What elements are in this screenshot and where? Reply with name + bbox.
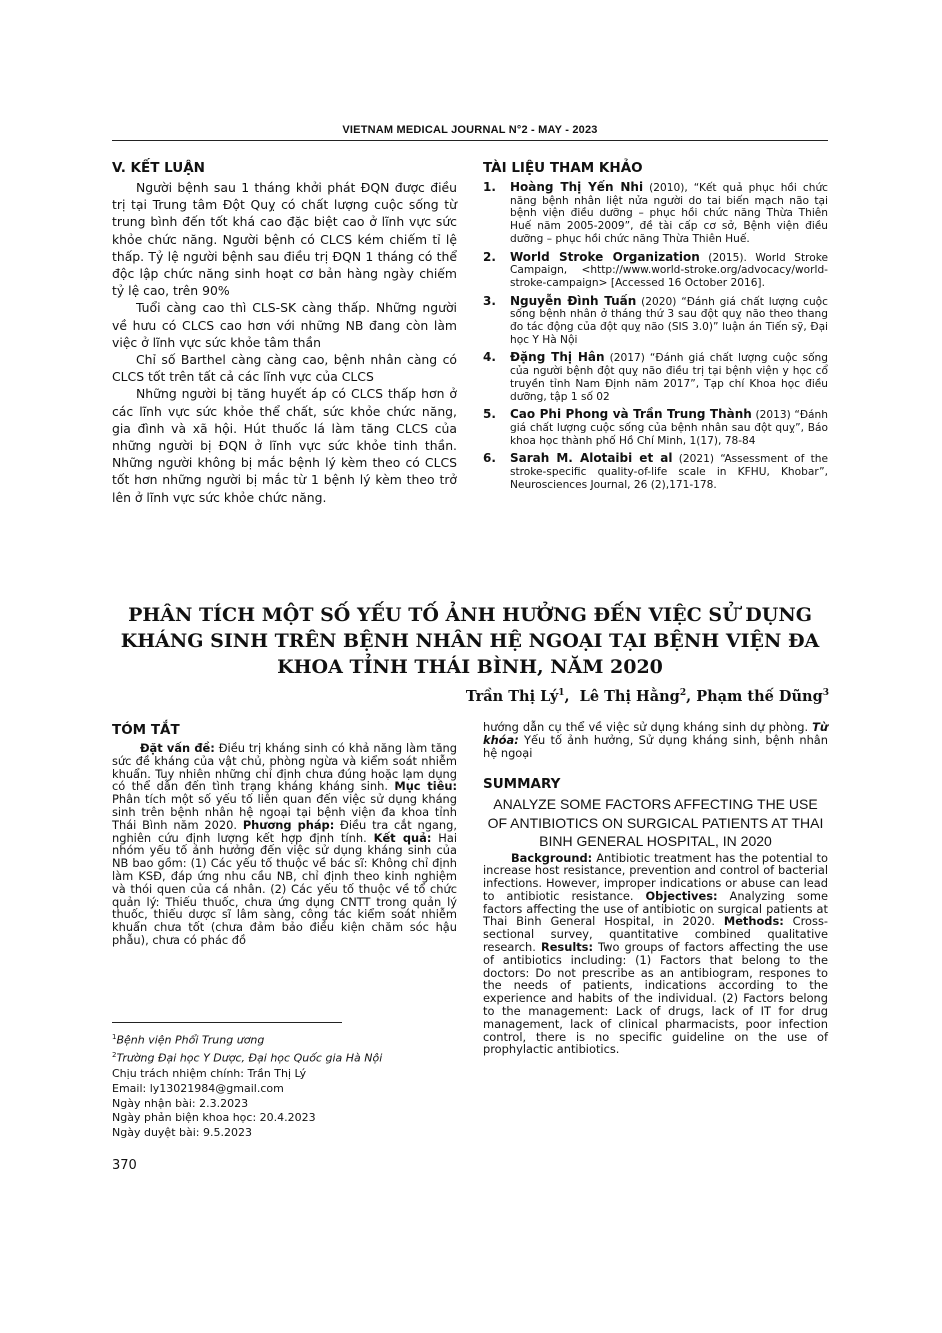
abstract-continuation — [483, 721, 828, 759]
summary-heading: SUMMARY — [483, 776, 561, 792]
email: Email: ly13021984@gmail.com — [112, 1081, 284, 1095]
author-affiliation-mark: 1 — [558, 688, 565, 699]
author-name: Trần Thị Lý — [465, 688, 559, 705]
corresponding-author: Chịu trách nhiệm chính: Trần Thị Lý — [112, 1066, 307, 1080]
conclusion-paragraph: Người bệnh sau 1 tháng khởi phát ĐQN được điều trị tại Trung tâm Đột Quỵ có chất lượng cuộc sống từ trung bình đến tốt khá cao đặc biệt cao ở lĩnh vực sức khỏe chức năng. Người bệnh có CLCS kém chiếm tỉ lệ thấp. Tỷ lệ người bệnh sau điều trị ĐQN 1 tháng có thể độc lập chức năng sinh hoạt cơ bản hàng ngày chiếm tỷ lệ cao, trên 90% — [112, 180, 457, 299]
footnotes — [112, 1030, 457, 1141]
header-rule — [112, 140, 828, 141]
running-head: VIETNAM MEDICAL JOURNAL N°2 - MAY - 2023 — [342, 124, 598, 136]
accepted-date: Ngày duyệt bài: 9.5.2023 — [112, 1126, 252, 1140]
summary-en — [483, 776, 828, 1056]
conclusion-paragraph: Những người bị tăng huyết áp có CLCS thấp hơn ở các lĩnh vực sức khỏe thể chất, sức khỏe chức năng, gia đình và xã hội. Hút thuốc lá làm tăng CLCS của những người bị ĐQN ở lĩnh vực sức khỏe tinh thần. Những người không bị mắc bệnh lý kèm theo có CLCS tốt hơn những người bị mắc từ 1 bệnh lý kèm theo trở lên ở lĩnh vực sức khỏe chức năng. — [112, 386, 457, 505]
author-name: Phạm thế Dũng — [696, 688, 823, 705]
received-date: Ngày nhận bài: 2.3.2023 — [112, 1096, 249, 1110]
references-section — [483, 160, 828, 496]
reference-item: 2. World Stroke Organization (2015). World Stroke Campaign, <http://www.world-stroke.org/advocacy/world-stroke-campaign> [Accessed 16 October 2016]. — [483, 249, 828, 289]
reference-item: 4. Đặng Thị Hân (2017) “Đánh giá chất lượng cuộc sống của người bệnh đột quỵ não điều trị tại bệnh viện y học cổ truyền tỉnh Nam Định năm 2017”, Tạp chí Khoa học điều dưỡng, tập 1 số 02 — [483, 350, 828, 403]
footnote-rule — [112, 1022, 342, 1023]
author-list: Trần Thị $Lý^1$, Lê Thị Hằng$^2$, Phạm thế Dũng$^3$ — [465, 688, 829, 705]
abstract-vi — [112, 722, 457, 947]
abstract-heading: TÓM TẮT — [112, 722, 180, 738]
abstract-body: Đặt vấn đề: Điều trị kháng sinh có khả năng làm tăng sức đề kháng của vật chủ, phòng ngừa và kiểm soát nhiễm khuẩn. Tuy nhiên những chỉ định chưa đúng hoặc lạm dụng có thể dẫn đến tình trạng kháng kháng sinh. Mục tiêu: Phân tích một số yếu tố liên quan đến việc sử dụng kháng sinh trên bệnh nhân hệ ngoại tại bệnh viện đa khoa tỉnh Thái Bình năm 2020. Phương pháp: Điều tra cắt ngang, nghiên cứu định lượng kết hợp định tính. Kết quả: Hai nhóm yếu tố ảnh hưởng đến việc sử dụng kháng sinh của NB bao gồm: (1) Các yếu tố thuộc về bác sĩ: Không chỉ định làm KSĐ, đáp ứng nhu cầu NB, chỉ định theo kinh nghiệm và thói quen của cá nhân. (2) Các yếu tố thuộc về tổ chức quản lý: Thiếu thuốc, chưa ứng dụng CNTT trong quản lý thuốc, thiếu dược sĩ lâm sàng, công tác kiểm soát nhiễm khuẩn chưa tốt (chưa đảm bảo điều kiện chăm sóc hậu phẫu), chưa có phác đồ — [112, 741, 457, 947]
author-affiliation-mark: 3 — [822, 688, 829, 699]
abstract-continuation-text: hướng dẫn cụ thể về việc sử dụng kháng sinh dự phòng. Từ khóa: Yếu tố ảnh hưởng, Sử dụng kháng sinh, bệnh nhân hệ ngoại — [483, 720, 828, 760]
references-heading: TÀI LIỆU THAM KHẢO — [483, 160, 643, 176]
conclusion-paragraph: Chỉ số Barthel càng càng cao, bệnh nhân càng có CLCS tốt trên tất cả các lĩnh vực của CLCS — [112, 352, 457, 385]
affiliation-2: $^2$Trường Đại học Y Dược, Đại học Quốc gia Hà Nội — [112, 1051, 383, 1066]
conclusion-section — [112, 160, 457, 506]
summary-title: ANALYZE SOME FACTORS AFFECTING THE USE OF ANTIBIOTICS ON SURGICAL PATIENTS AT THAI BINH GENERAL HOSPITAL, IN 2020 — [487, 796, 824, 849]
conclusion-paragraph: Tuổi càng cao thì CLS-SK càng thấp. Những người về hưu có CLCS cao hơn với những NB đang còn làm việc ở lĩnh vực sức khỏe tâm thần — [112, 300, 457, 350]
affiliation-1: $^1$Bệnh viện Phổi Trung ương — [112, 1033, 265, 1047]
reference-item: 5. Cao Phi Phong và Trần Trung Thành (2013) “Đánh giá chất lượng cuộc sống của bệnh nhân sau đột quỵ”, Báo khoa học thành phố Hồ Chí Minh, 1(17), 78-84 — [483, 407, 828, 447]
conclusion-heading: V. KẾT LUẬN — [112, 160, 205, 176]
author-affiliation-mark: 2 — [679, 688, 687, 699]
summary-body: Background: Antibiotic treatment has the potential to increase host resistance, prevention and control of bacterial infections. However, improper indications or abuse can lead to antibiotic resistance. Objectives: Analyzing some factors affecting the use of antibiotic on surgical patients at Thai Binh General Hospital, in 2020. Methods: Cross-sectional survey, quantitative combined qualitative research. Results: Two groups of factors affecting the use of antibiotics including: (1) Factors that belong to the doctors: Do not prescribe as an antibiogram, respones to the needs of patients, indications according to the experience and habits of the individual. (2) Factors belong to the management: Lack of drugs, lack of IT for drug management, lack of clinical pharmacists, poor infection control, there is no specific guideline on the use of prophylactic antibiotics. — [483, 850, 828, 1057]
page-number: 370 — [112, 1158, 137, 1173]
reference-item: 1. Hoàng Thị Yến Nhi (2010), “Kết quả phục hồi chức năng bệnh nhân liệt nửa người do tai biến mạch não tại bệnh viện điều dưỡng – phục hồi chức năng Thừa Thiên Huế năm 2005-2009”, đề tài cấp cơ sở, Bệnh viện điều dưỡng – phục hồi chức năng Thừa Thiên Huế. — [483, 180, 828, 245]
article-title: PHÂN TÍCH MỘT SỐ YẾU TỐ ẢNH HƯỞNG ĐẾN VIỆC SỬ DỤNG KHÁNG SINH TRÊN BỆNH NHÂN HỆ NGOẠI TẠI BỆNH VIỆN ĐA KHOA TỈNH THÁI BÌNH, NĂM 2020 — [120, 604, 820, 678]
references-list — [483, 181, 828, 491]
reference-item: 6. Sarah M. Alotaibi et al (2021) “Assessment of the stroke-specific quality-of-life scale in KFHU, Khobar”, Neurosciences Journal, 26 (2),171-178. — [483, 451, 829, 491]
reviewed-date: Ngày phản biện khoa học: 20.4.2023 — [112, 1111, 316, 1125]
reference-item: 3. Nguyễn Đình Tuấn (2020) “Đánh giá chất lượng cuộc sống bệnh nhân ở tháng thứ 3 sau đột quỵ não theo thang đo tác động của đột quỵ não (SIS 3.0)” luận án Tiến sỹ, Đại học Y Hà Nội — [483, 293, 828, 346]
author-name: Lê Thị Hằng — [579, 688, 680, 705]
